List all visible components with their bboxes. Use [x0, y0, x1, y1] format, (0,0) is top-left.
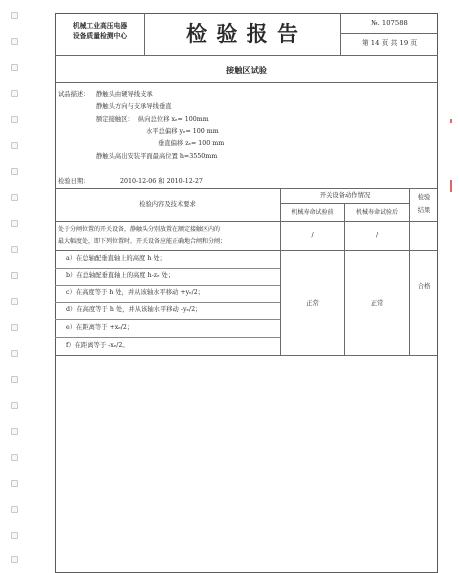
binder-hole [11, 12, 18, 19]
description-label: 试品描述： [58, 91, 90, 98]
binder-hole [11, 532, 18, 539]
table-row: d）在高度等于 h 处，并从该轴水平移动 -yₑ/2； [66, 306, 202, 313]
table-cell-result: 合格 [417, 283, 431, 290]
page-info: 第 14 页 共 19 页 [361, 39, 418, 47]
table-header-after: 机械寿命试验后 [355, 209, 398, 216]
binder-hole [11, 64, 18, 71]
binder-hole [11, 90, 18, 97]
table-cell-after: / [375, 232, 379, 239]
binder-hole [11, 350, 18, 357]
binder-hole [11, 168, 18, 175]
table-header-before: 机械寿命试验前 [291, 209, 334, 216]
contact-height: 静触头高出安装平面最高位置 h=3550mm [96, 153, 218, 160]
report-number: №. 107588 [371, 19, 408, 27]
table-row: a）在总轴配垂直轴上的高度 h 处； [66, 255, 166, 262]
table-header-group: 开关设备动作情况 [319, 192, 371, 199]
binder-hole [11, 194, 18, 201]
table-bottom-rule [55, 355, 438, 356]
contact-zone-label: 额定接触区： [96, 116, 134, 123]
table-top-rule [55, 188, 438, 189]
table-row: f）在距离等于 -xₑ/2。 [66, 342, 129, 349]
description-line: 静触头由硬导线支承 [96, 91, 153, 98]
table-row: e）在距离等于 +xₑ/2； [66, 324, 134, 331]
binder-hole [11, 454, 18, 461]
table-header-rule [55, 221, 438, 222]
binder-hole [11, 556, 18, 563]
section-rule [55, 82, 438, 83]
table-row-rule [55, 250, 438, 251]
table-header-result-2: 结果 [417, 207, 431, 214]
report-title: 检 验 报 告 [186, 21, 299, 46]
table-header-item: 检验内容及技术要求 [139, 201, 196, 208]
binder-hole [11, 402, 18, 409]
table-cell-after: 正常 [370, 300, 384, 307]
table-cell-before: / [311, 232, 314, 239]
table-row: c）在高度等于 h 处，并从该轴水平移动 +yₑ/2； [66, 289, 205, 296]
binder-hole [11, 38, 18, 45]
table-row-rule [55, 319, 280, 320]
binder-hole [11, 272, 18, 279]
table-row-rule [55, 268, 280, 269]
description-line: 静触头方向与支承导线垂直 [96, 103, 172, 110]
org-name-line1: 机械工业高压电器 [72, 22, 128, 30]
table-row: b）在总轴配垂直轴上的高度 h-zₑ 处； [66, 272, 175, 279]
date-value: 2010-12-06 和 2010-12-27 [120, 178, 203, 185]
binder-hole [11, 220, 18, 227]
binder-hole [11, 116, 18, 123]
table-row-rule [55, 285, 280, 286]
table-row-rule [55, 337, 280, 338]
table-row-rule [55, 302, 280, 303]
binder-hole [11, 506, 18, 513]
binder-hole [11, 480, 18, 487]
margin-mark [450, 180, 452, 192]
binder-hole [11, 142, 18, 149]
date-label: 检验日期： [58, 178, 90, 185]
contact-zone-y: 水平总偏移 yₑ= 100 mm [146, 128, 219, 135]
header-bottom-rule [55, 55, 438, 56]
table-col-divider [344, 203, 345, 355]
binder-hole [11, 298, 18, 305]
section-title: 接触区试验 [226, 65, 267, 75]
binder-hole [11, 376, 18, 383]
table-header-result-1: 检验 [417, 194, 431, 201]
contact-zone-z: 垂直偏移 zₑ= 100 mm [158, 140, 225, 147]
org-name-line2: 设备质量检测中心 [72, 32, 128, 40]
contact-zone-x: 纵向总位移 xₑ= 100mm [138, 116, 209, 123]
table-cell-before: 正常 [306, 300, 319, 307]
binder-hole [11, 428, 18, 435]
binder-hole [11, 324, 18, 331]
header-divider [340, 33, 438, 34]
table-row-text: 最大幅度处，即下列位置时，开关设备应能正确地合闸和分闸； [58, 238, 227, 245]
table-row-text: 处于分闸位置的开关设备，静触头分别放置在额定接触区内的 [58, 226, 221, 233]
margin-mark [450, 119, 452, 123]
binder-hole [11, 246, 18, 253]
